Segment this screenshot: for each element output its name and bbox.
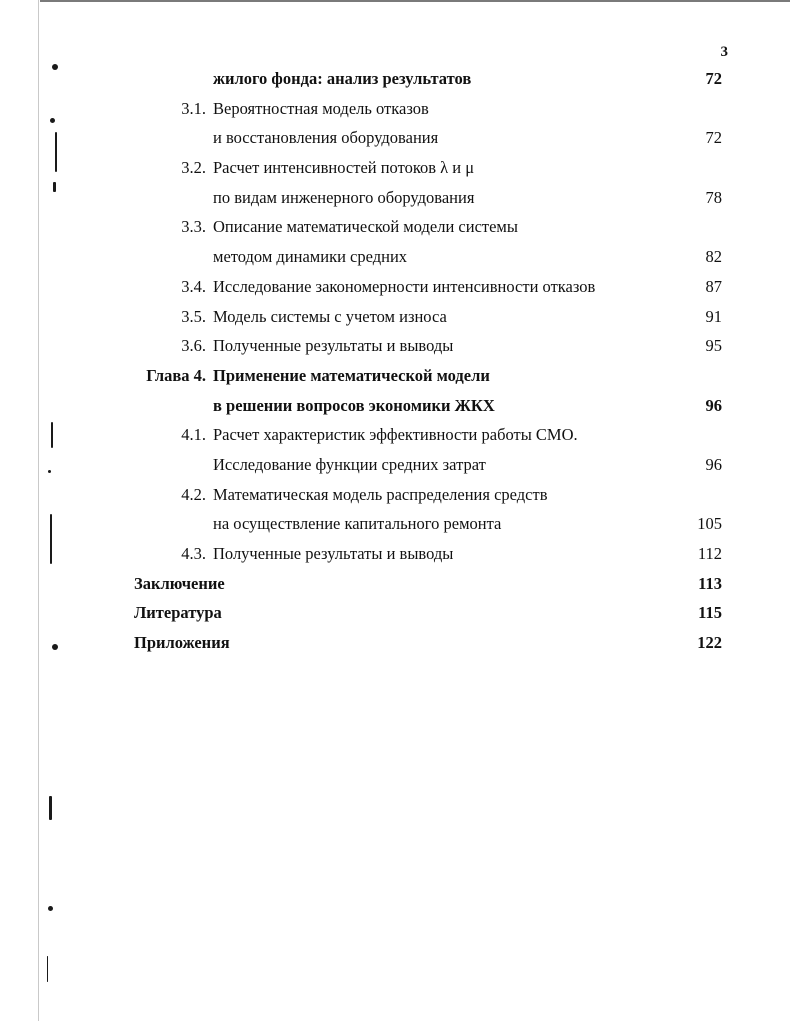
toc-entry [0, 480, 794, 510]
toc-entry-page: 105 [697, 514, 722, 534]
toc-entry [0, 361, 794, 391]
toc-entry [0, 509, 794, 539]
toc-entry-page: 96 [705, 395, 722, 415]
toc-entry-number: Глава 4. [146, 365, 206, 385]
toc-entry-page: 122 [697, 633, 722, 653]
toc-entry-title: на осуществление капитального ремонта [213, 514, 502, 534]
toc-entry [0, 420, 794, 450]
toc-entry-title: методом динамики средних [213, 247, 408, 267]
toc-entry-title: и восстановления оборудования [213, 128, 439, 148]
toc-entry [0, 272, 794, 302]
toc-entry-title: Литература [134, 603, 222, 623]
toc-entry-title: Расчет характеристик эффективности работы СМО. [213, 425, 578, 445]
toc-entry-number: 3.6. [181, 336, 206, 356]
toc-entry-title: Расчет интенсивностей потоков λ и μ [213, 158, 475, 178]
toc-entry-page: 87 [705, 276, 722, 296]
toc-entry-number: 3.5. [181, 306, 206, 326]
toc-entry-number: 4.2. [181, 484, 206, 504]
toc-entry-title: Математическая модель распределения средств [213, 484, 548, 504]
toc-entry-title: по видам инженерного оборудования [213, 187, 475, 207]
toc-entry [0, 212, 794, 242]
toc-entry [0, 628, 794, 658]
toc-entry-number: 4.1. [181, 425, 206, 445]
toc-entry-title: Описание математической модели системы [213, 217, 518, 237]
toc-entry [0, 64, 794, 94]
page-top-edge [40, 0, 790, 2]
toc-entry [0, 302, 794, 332]
toc-entry [0, 153, 794, 183]
toc-entry-title: Модель системы с учетом износа [213, 306, 447, 326]
toc-entry-title: в решении вопросов экономики ЖКХ [213, 395, 495, 415]
toc-entry-number: 4.3. [181, 544, 206, 563]
scan-mark [48, 906, 53, 911]
toc-entry [0, 598, 794, 628]
toc-entry-title: жилого фонда: анализ результатов [213, 69, 472, 88]
toc-entry-page: 113 [698, 573, 722, 593]
toc-entry-page: 115 [698, 603, 722, 623]
scan-mark [47, 956, 48, 982]
toc-entry-page: 91 [705, 306, 722, 326]
toc-entry-number: 3.3. [181, 217, 206, 237]
toc-entry-title: Полученные результаты и выводы [213, 544, 454, 563]
toc-entry-title: Вероятностная модель отказов [213, 98, 429, 118]
toc-entry-title: Заключение [134, 573, 225, 593]
toc-entry [0, 183, 794, 213]
toc-entry-page: 96 [705, 454, 722, 474]
toc-entry-number: 3.2. [181, 158, 206, 178]
toc-entry-number: 3.4. [181, 276, 206, 296]
table-of-contents [0, 64, 794, 658]
scan-mark [49, 796, 52, 820]
toc-entry-page: 95 [705, 336, 722, 356]
toc-entry-title: Полученные результаты и выводы [213, 336, 454, 356]
toc-entry [0, 123, 794, 153]
toc-entry-page: 112 [697, 544, 722, 563]
toc-entry [0, 539, 794, 569]
toc-entry-page: 72 [705, 69, 722, 88]
toc-entry-page: 82 [705, 247, 722, 267]
toc-entry [0, 569, 794, 599]
toc-entry-title: Исследование функции средних затрат [213, 454, 486, 474]
page-number: 3 [720, 44, 728, 60]
toc-entry [0, 94, 794, 124]
toc-entry-title: Исследование закономерности интенсивности отказов [213, 276, 596, 296]
toc-entry-title: Приложения [134, 633, 230, 653]
toc-entry-title: Применение математической модели [213, 365, 490, 385]
toc-entry-page: 78 [705, 187, 722, 207]
toc-entry [0, 391, 794, 421]
toc-entry-page: 72 [705, 128, 722, 148]
toc-entry-number: 3.1. [181, 98, 206, 118]
toc-entry [0, 450, 794, 480]
toc-entry [0, 331, 794, 361]
toc-entry [0, 242, 794, 272]
